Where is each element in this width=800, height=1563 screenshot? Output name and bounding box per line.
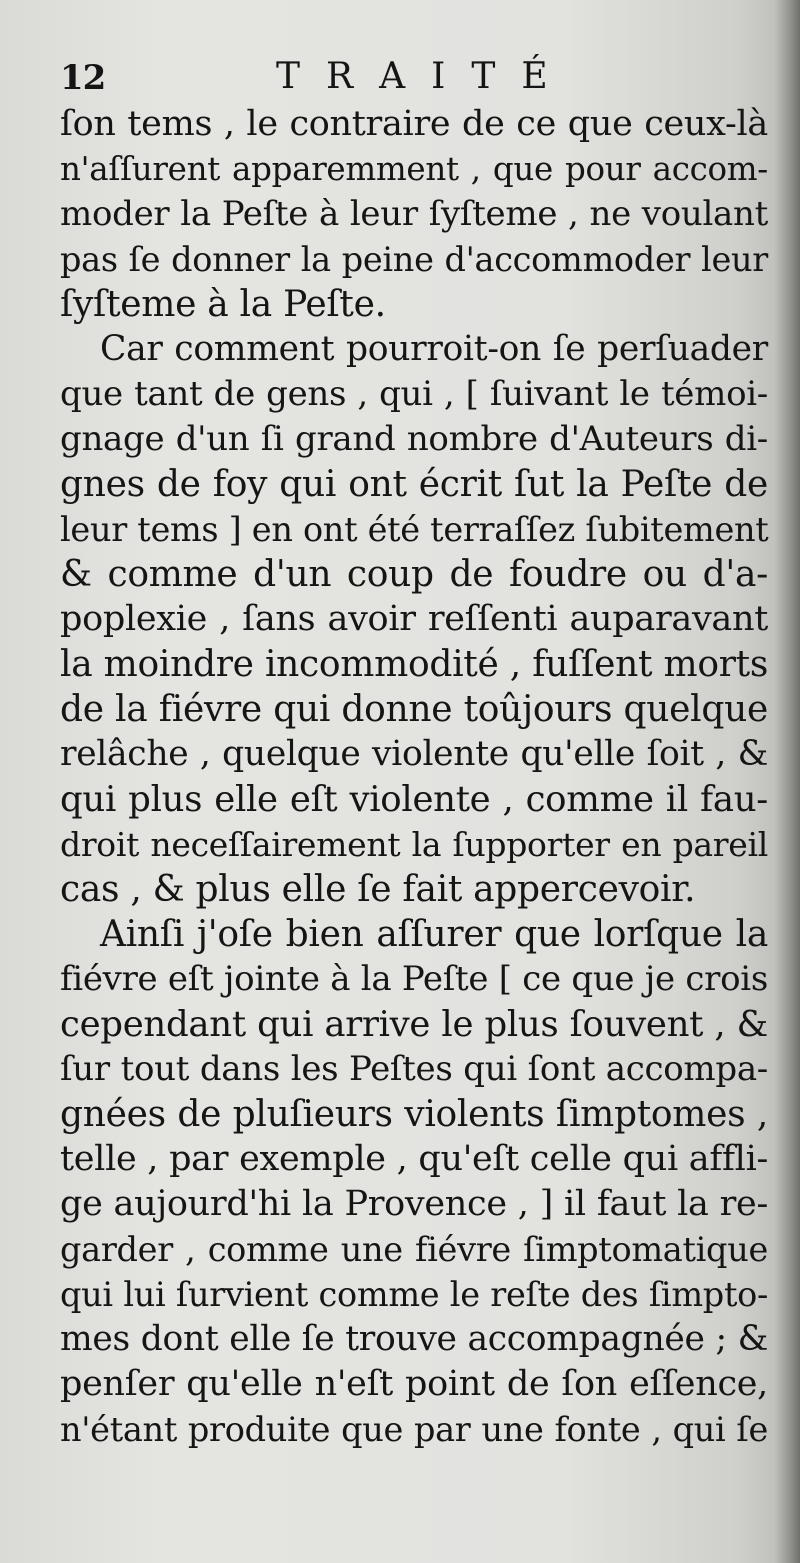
text-line: que tant de gens , qui , [ ſuivant le témoi-: [60, 374, 768, 414]
text-line: cas , & plus elle ſe fait appercevoir.: [60, 869, 696, 910]
text-line: Ainſi j'oſe bien aſſurer que lorſque la: [100, 914, 768, 955]
text-line: mes dont elle ſe trouve accompagnée ; &: [60, 1319, 768, 1359]
text-line: telle , par exemple , qu'eſt celle qui affli-: [60, 1139, 768, 1179]
text-line: la moindre incommodité , fuſſent morts: [60, 644, 768, 685]
text-line: ſon tems , le contraire de ce que ceux-là: [60, 104, 768, 144]
text-line: gnes de foy qui ont écrit ſut la Peſte de: [60, 464, 768, 505]
running-title: TRAITÉ: [276, 56, 574, 97]
text-line: fiévre eſt jointe à la Peſte [ ce que je crois: [60, 959, 768, 999]
text-line: qui lui ſurvient comme le reſte des ſimpto-: [60, 1275, 768, 1314]
text-line: leur tems ] en ont été terraſſez ſubitement: [60, 510, 769, 549]
text-line: qui plus elle eſt violente , comme il fau-: [60, 779, 768, 820]
text-line: n'étant produite que par une fonte , qui ſe: [60, 1410, 768, 1449]
text-line: penſer qu'elle n'eſt point de ſon eſſence,: [60, 1364, 768, 1404]
body-text: [60, 102, 768, 1452]
text-line: moder la Peſte à leur ſyſteme , ne voulant: [60, 194, 768, 234]
text-line: relâche , quelque violente qu'elle ſoit , &: [60, 734, 768, 774]
text-line: droit neceſſairement la ſupporter en pareil: [60, 825, 768, 864]
text-line: ſyſteme à la Peſte.: [60, 284, 386, 325]
page-gutter-shadow: [774, 0, 800, 1563]
text-line: Car comment pourroit-on ſe perſuader: [100, 329, 768, 369]
page-number: 12: [60, 58, 106, 98]
text-line: poplexie , ſans avoir reſſenti auparavant: [60, 599, 768, 639]
text-line: & comme d'un coup de foudre ou d'a-: [60, 554, 768, 595]
text-line: cependant qui arrive le plus ſouvent , &: [60, 1004, 768, 1045]
text-line: gnées de pluſieurs violents ſimptomes ,: [60, 1094, 768, 1135]
text-line: ge aujourd'hi la Provence , ] il faut la re-: [60, 1184, 768, 1224]
text-line: pas ſe donner la peine d'accommoder leur: [60, 240, 768, 279]
text-line: gnage d'un ſi grand nombre d'Auteurs di-: [60, 419, 768, 459]
text-line: garder , comme une fiévre ſimptomatique: [60, 1230, 768, 1269]
page-header: [54, 46, 754, 102]
text-line: ſur tout dans les Peſtes qui ſont accompa-: [60, 1049, 768, 1089]
text-line: n'aſſurent apparemment , que pour accom-: [60, 150, 768, 188]
text-line: de la fiévre qui donne toûjours quelque: [60, 689, 768, 730]
